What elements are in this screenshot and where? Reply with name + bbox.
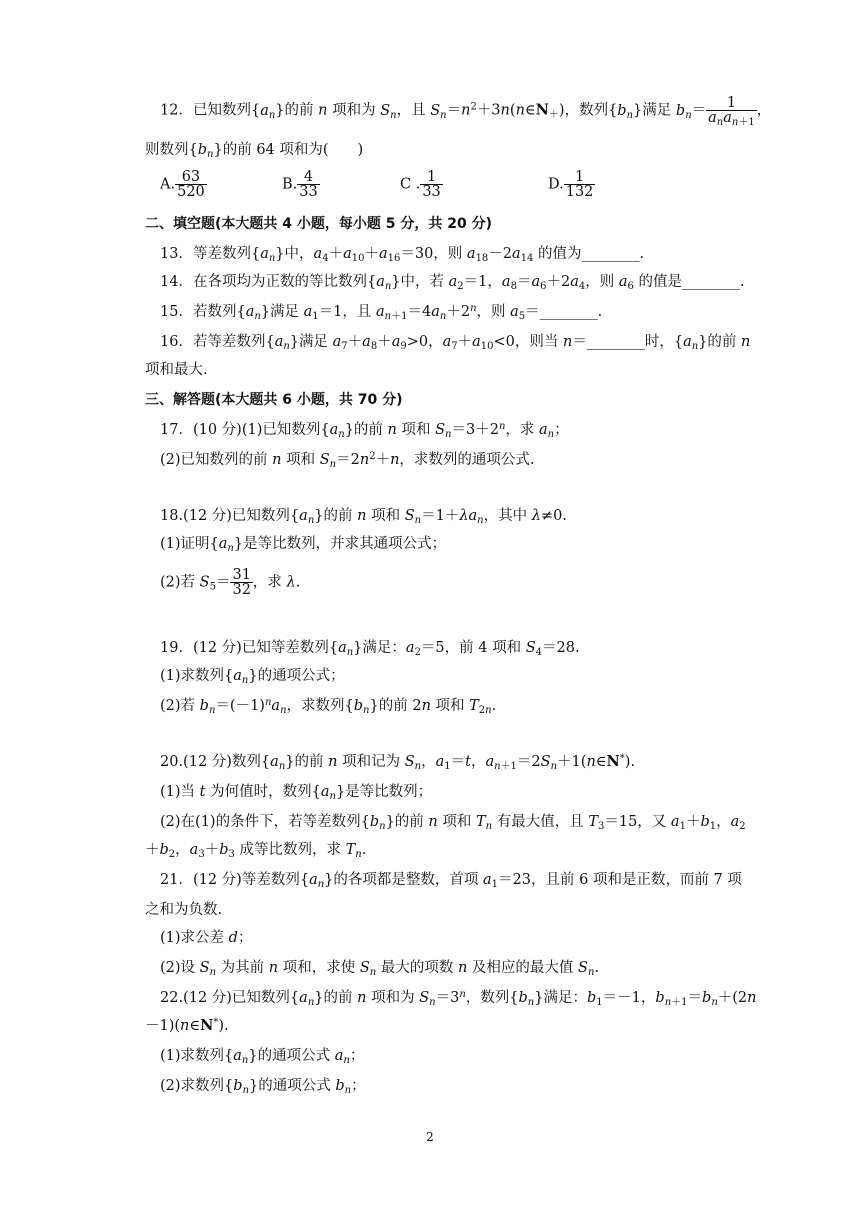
q22-line4: (2)求数列$\{b_n\}$的通项公式 $b_n$； — [160, 1078, 366, 1096]
q21-line2: 之和为负数. — [145, 902, 223, 918]
section-answer-heading: 三、解答题(本大题共 6 小题，共 70 分) — [145, 392, 403, 408]
q12-line1: 12．已知数列$\{a_n\}$的前 n 项和为 $S_n$，且 $S_n=n^2+3n(n\in N_+)$，数列$\{b_n\}$满足 $b_n=$ $\frac{1}{a_na_{n+1}}$ ， — [160, 95, 772, 128]
q20-line2: (1)当 t 为何值时，数列$\{a_n\}$是等比数列； — [160, 784, 433, 802]
q14: 14．在各项均为正数的等比数列$\{a_n\}$中，若 $a_2=1$，$a_8=a_6+2a_4$，则 $a_6$ 的值是________. — [160, 274, 745, 292]
q17-line2: (2)已知数列的前 n 项和 $S_n=2n^2+n$，求数列的通项公式. — [160, 451, 535, 470]
q17-line1: 17．(10 分)(1)已知数列$\{a_n\}$的前 n 项和 $S_n=3+2^n$，求 $a_n$； — [160, 421, 569, 440]
q12-fraction: $\frac{1}{a_na_{n+1}}$ — [708, 95, 755, 128]
q20-line1: 20.(12 分)数列$\{a_n\}$的前 n 项和记为 $S_n$，$a_1=t$，$a_{n+1}=2S_n+1(n\in N^*)$. — [160, 753, 636, 772]
q18-line1: 18.(12 分)已知数列$\{a_n\}$的前 n 项和 $S_n=1+\lambda a_n$，其中 λ≠0. — [160, 508, 567, 526]
q22-line1: 22.(12 分)已知数列$\{a_n\}$的前 n 项和为 $S_n=3^n$，数列$\{b_n\}$满足：$b_1=-1$，$b_{n+1}=b_n+(2n$ — [160, 989, 757, 1008]
q21-line3: (1)求公差 d； — [160, 930, 253, 946]
q18-line3: (2)若 $S_5=$ $\frac{31}{32}$ ，求 λ. — [160, 567, 301, 598]
q19-line2: (1)求数列$\{a_n\}$的通项公式； — [160, 668, 345, 686]
q16-line1: 16．若等差数列$\{a_n\}$满足 $a_7+a_8+a_9>0$，$a_7+a_{10}<0$，则当 n＝________时，$\{a_n\}$的前 n — [160, 334, 751, 352]
q19-line1: 19．(12 分)已知等差数列$\{a_n\}$满足：$a_2=5$，前 4 项和 $S_4=28$. — [160, 640, 580, 658]
q18-line2: (1)证明$\{a_n\}$是等比数列，并求其通项公式； — [160, 536, 447, 554]
section-fill-in-heading: 二、填空题(本大题共 4 小题，每小题 5 分，共 20 分) — [145, 216, 493, 232]
page-number: 2 — [426, 1130, 434, 1144]
q20-line3: (2)在(1)的条件下，若等差数列$\{b_n\}$的前 n 项和 $T_n$ 有最大值，且 $T_3=15$，又 $a_1+b_1$，$a_2$ — [160, 814, 746, 832]
q16-line2: 项和最大. — [145, 362, 208, 378]
q21-line4: (2)设 $S_n$ 为其前 n 项和，求使 $S_n$ 最大的项数 n 及相应的最大值 $S_n$. — [160, 960, 599, 978]
q20-line4: $+b_2$，$a_3+b_3$ 成等比数列，求 $T_n$. — [145, 842, 367, 860]
q12-option-c: C . $\frac{1}{33}$ — [400, 169, 441, 200]
q12-line2: 则数列$\{b_n\}$的前 64 项和为( ) — [145, 142, 364, 160]
q22-line2: －1)(n∈N*). — [145, 1017, 229, 1034]
q21-line1: 21．(12 分)等差数列$\{a_n\}$的各项都是整数，首项 $a_1=23$，且前 6 项和是正数，而前 7 项 — [160, 872, 742, 890]
q12-option-a: A. $\frac{63}{520}$ — [160, 169, 205, 200]
q15: 15．若数列$\{a_n\}$满足 $a_1=1$，且 $a_{n+1}=4a_n+2^n$，则 $a_5=\_\_\_\_\_\_\_\_$. — [160, 303, 603, 322]
q22-line3: (1)求数列$\{a_n\}$的通项公式 $a_n$； — [160, 1048, 365, 1066]
q18-fraction: $\frac{31}{32}$ — [232, 567, 251, 598]
q19-line3: (2)若 $b_n=(-1)^na_n$，求数列$\{b_n\}$的前 2n 项和 $T_{2n}$. — [160, 697, 497, 716]
q13: 13．等差数列$\{a_n\}$中，$a_4+a_{10}+a_{16}=30$，则 $a_{18}-2a_{14}$ 的值为________. — [160, 246, 645, 264]
q12-option-b: B. $\frac{4}{33}$ — [282, 169, 318, 200]
q12-option-d: D. $\frac{1}{132}$ — [548, 169, 594, 200]
